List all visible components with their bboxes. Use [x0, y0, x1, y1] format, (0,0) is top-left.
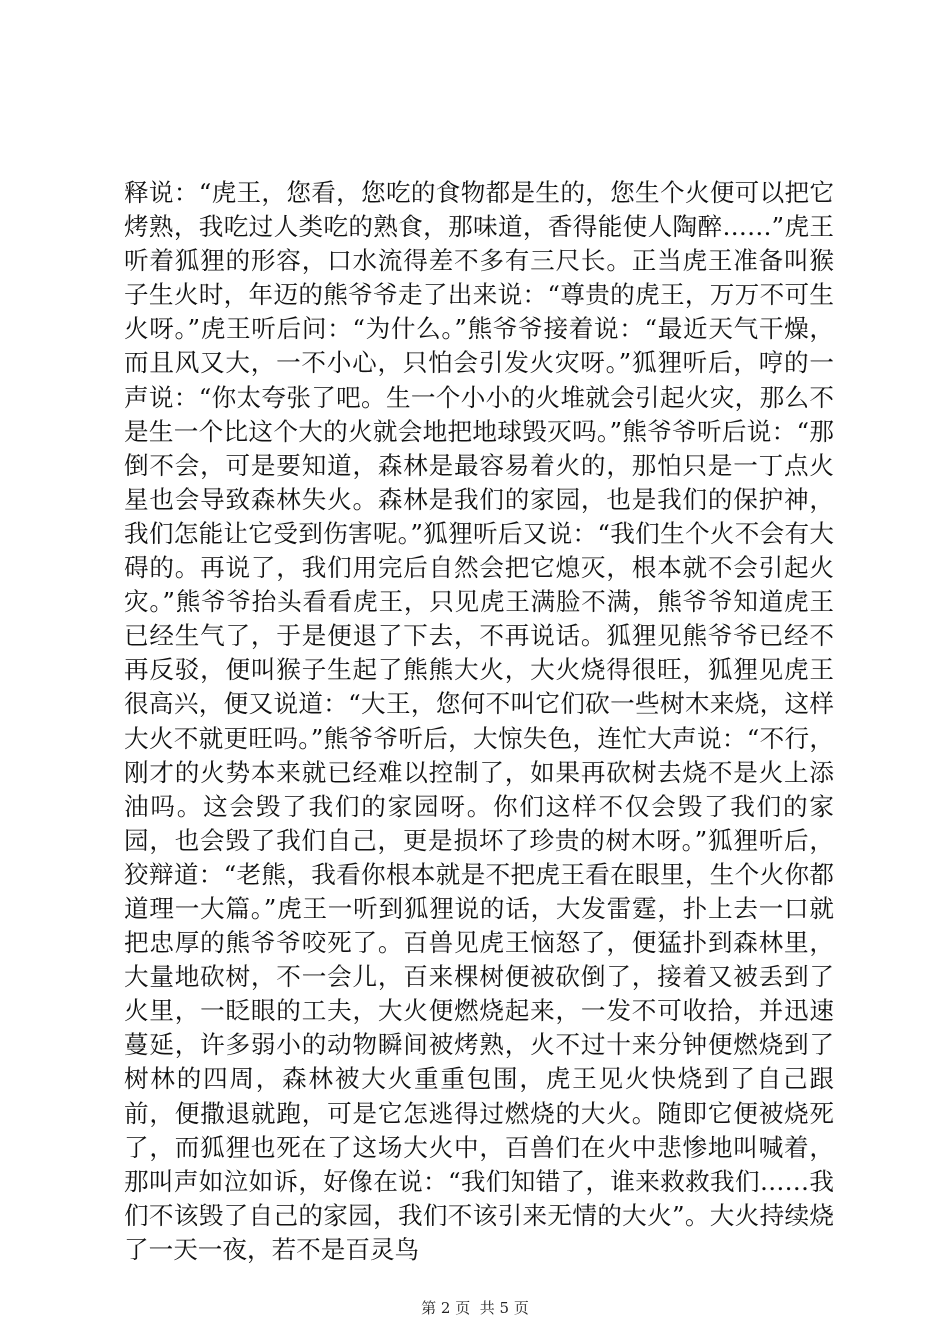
page-footer: 第 2 页 共 5 页 [421, 1299, 529, 1317]
body-text: 释说：“虎王，您看，您吃的食物都是生的，您生个火便可以把它烤熟，我吃过人类吃的熟食，那味道，香得能使人陶醉……”虎王听着狐狸的形容，口水流得差不多有三尺长。正当虎王准备叫猴子生火时，年迈的熊爷爷走了出来说：“尊贵的虎王，万万不可生火呀。”虎王听后问：“为什么。”熊爷爷接着说：“最近天气干燥，而且风又大，一不小心，只怕会引发火灾呀。”狐狸听后，哼的一声说：“你太夸张了吧。生一个小小的火堆就会引起火灾，那么不是生一个比这个大的火就会地把地球毁灭吗。”熊爷爷听后说：“那倒不会，可是要知道，森林是最容易着火的，那怕只是一丁点火星也会导致森林失火。森林是我们的家园，也是我们的保护神，我们怎能让它受到伤害呢。”狐狸听后又说：“我们生个火不会有大碍的。再说了，我们用完后自然会把它熄灭，根本就不会引起火灾。”熊爷爷抬头看看虎王，只见虎王满脸不满，熊爷爷知道虎王已经生气了，于是便退了下去，不再说话。狐狸见熊爷爷已经不再反驳，便叫猴子生起了熊熊大火，大火烧得很旺，狐狸见虎王很高兴，便又说道：“大王，您何不叫它们砍一些树木来烧，这样大火不就更旺吗。”熊爷爷听后，大惊失色，连忙大声说：“不行，刚才的火势本来就已经难以控制了，如果再砍树去烧不是火上添油吗。这会毁了我们的家园呀。你们这样不仅会毁了我们的家园，也会毁了我们自己，更是损坏了珍贵的树木呀。”狐狸听后，狡辩道：“老熊，我看你根本就是不把虎王看在眼里，生个火你都道理一大篇。”虎王一听到狐狸说的话，大发雷霆，扑上去一口就把忠厚的熊爷爷咬死了。百兽见虎王恼怒了，便猛扑到森林里，大量地砍树，不一会儿，百来棵树便被砍倒了，接着又被丢到了火里，一眨眼的工夫，大火便燃烧起来，一发不可收拾，并迅速蔓延，许多弱小的动物瞬间被烤熟，火不过十来分钟便燃烧到了树林的四周，森林被大火重重包围，虎王见火快烧到了自己跟前，便撒退就跑，可是它怎逃得过燃烧的大火。随即它便被烧死了，而狐狸也死在了这场大火中，百兽们在火中悲惨地叫喊着，那叫声如泣如诉，好像在说：“我们知错了，谁来救救我们……我们不该毁了自己的家园，我们不该引来无情的大火”。大火持续烧了一天一夜，若不是百灵鸟 [124, 178, 834, 1264]
